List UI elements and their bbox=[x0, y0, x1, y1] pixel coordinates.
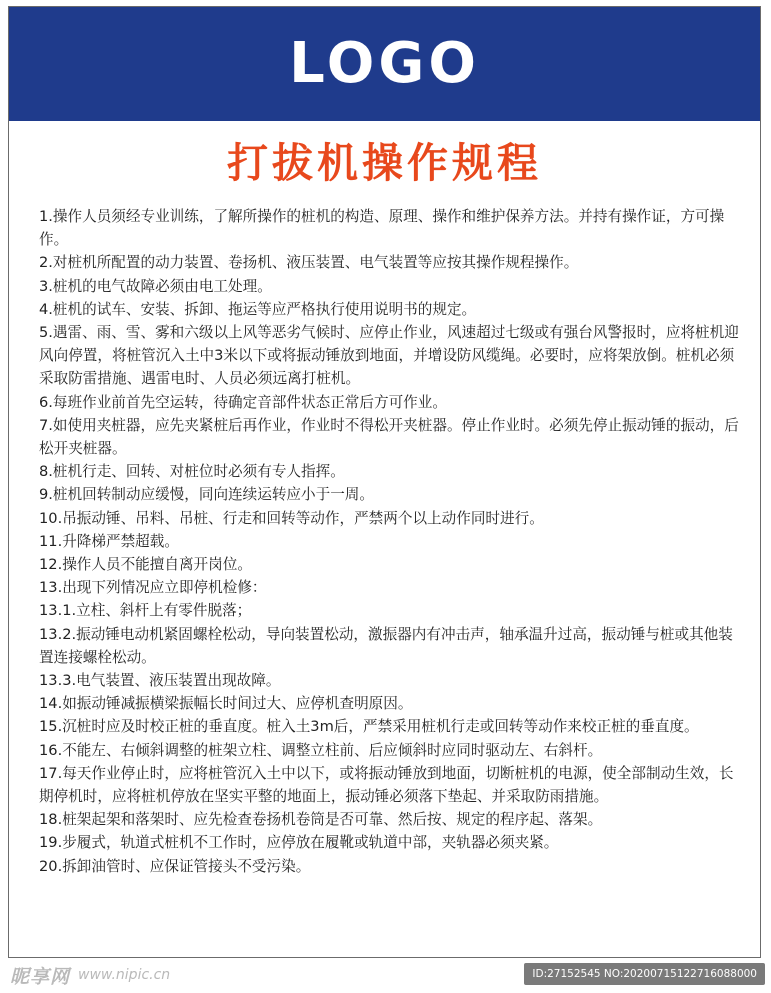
watermark-url: www.nipic.cn bbox=[78, 967, 171, 983]
image-id-label: ID:27152545 NO:20200715122716088000 bbox=[524, 963, 765, 985]
rule-item: 20.拆卸油管时、应保证管接头不受污染。 bbox=[39, 857, 311, 875]
rule-item: 11.升降梯严禁超载。 bbox=[39, 532, 179, 550]
rule-item: 7.如使用夹桩器，应先夹紧桩后再作业，作业时不得松开夹桩器。停止作业时。必须先停止振动锤的振动，后松开夹桩器。 bbox=[39, 416, 739, 458]
rule-item: 13.2.振动锤电动机紧固螺栓松动，导向装置松动，激振器内有冲击声，轴承温升过高，振动锤与桩或其他装置连接螺栓松动。 bbox=[39, 625, 733, 666]
rule-item: 19.步履式，轨道式桩机不工作时，应停放在履靴或轨道中部，夹轨器必须夹紧。 bbox=[39, 834, 559, 852]
rule-item: 13.出现下列情况应立即停机检修： bbox=[39, 579, 267, 597]
safety-sign-board bbox=[8, 6, 761, 958]
rule-item: 8.桩机行走、回转、对桩位时必须有专人指挥。 bbox=[39, 463, 345, 481]
rule-item: 1.操作人员须经专业训练，了解所操作的桩机的构造、原理、操作和维护保养方法。并持有操作证，方可操作。 bbox=[39, 208, 725, 249]
page-title: 打拔机操作规程 bbox=[227, 139, 542, 187]
watermark bbox=[10, 962, 170, 988]
rule-item: 13.1.立柱、斜杆上有零件脱落； bbox=[39, 602, 252, 620]
rule-item: 5.遇雷、雨、雪、雾和六级以上风等恶劣气候时、应停止作业，风速超过七级或有强台风警报时，应将桩机迎风向停置，将桩管沉入土中3米以下或将振动锤放到地面，并增设防风缆绳。必要时，应将架放倒。桩机必须采取防雷措施、遇雷电时、人员必须远离打桩机。 bbox=[39, 324, 739, 388]
rule-item: 16.不能左、右倾斜调整的桩架立柱、调整立柱前、后应倾斜时应同时驱动左、右斜杆。 bbox=[39, 741, 603, 759]
rule-item: 2.对桩机所配置的动力装置、卷扬机、液压装置、电气装置等应按其操作规程操作。 bbox=[39, 254, 579, 272]
rule-item: 10.吊振动锤、吊料、吊桩、行走和回转等动作，严禁两个以上动作同时进行。 bbox=[39, 509, 544, 527]
rule-item: 17.每天作业停止时，应将桩管沉入土中以下，或将振动锤放到地面，切断桩机的电源，使全部制动生效，长期停机时，应将桩机停放在坚实平整的地面上，振动锤必须落下垫起、并采取防雨措施。 bbox=[39, 764, 734, 806]
rule-item: 3.桩机的电气故障必须由电工处理。 bbox=[39, 277, 272, 295]
rule-item: 9.桩机回转制动应缓慢，同向连续运转应小于一周。 bbox=[39, 486, 374, 504]
logo: LOGO bbox=[289, 31, 480, 96]
header-banner bbox=[9, 7, 760, 121]
rule-item: 12.操作人员不能擅自离开岗位。 bbox=[39, 556, 252, 574]
rule-item: 4.桩机的试车、安装、拆卸、拖运等应严格执行使用说明书的规定。 bbox=[39, 300, 477, 318]
rule-item: 15.沉桩时应及时校正桩的垂直度。桩入土3m后，严禁采用桩机行走或回转等动作来校正桩的垂直度。 bbox=[39, 718, 699, 736]
rule-item: 14.如振动锤减振横梁振幅长时间过大、应停机查明原因。 bbox=[39, 695, 413, 713]
rule-item: 6.每班作业前首先空运转，待确定音部件状态正常后方可作业。 bbox=[39, 393, 447, 411]
watermark-brand: 昵享网 bbox=[10, 965, 71, 988]
rule-item: 13.3.电气装置、液压装置出现故障。 bbox=[39, 672, 281, 690]
rule-item: 18.桩架起架和落架时、应先检查卷扬机卷筒是否可靠、然后按、规定的程序起、落架。 bbox=[39, 811, 603, 829]
rules-list bbox=[39, 205, 739, 878]
